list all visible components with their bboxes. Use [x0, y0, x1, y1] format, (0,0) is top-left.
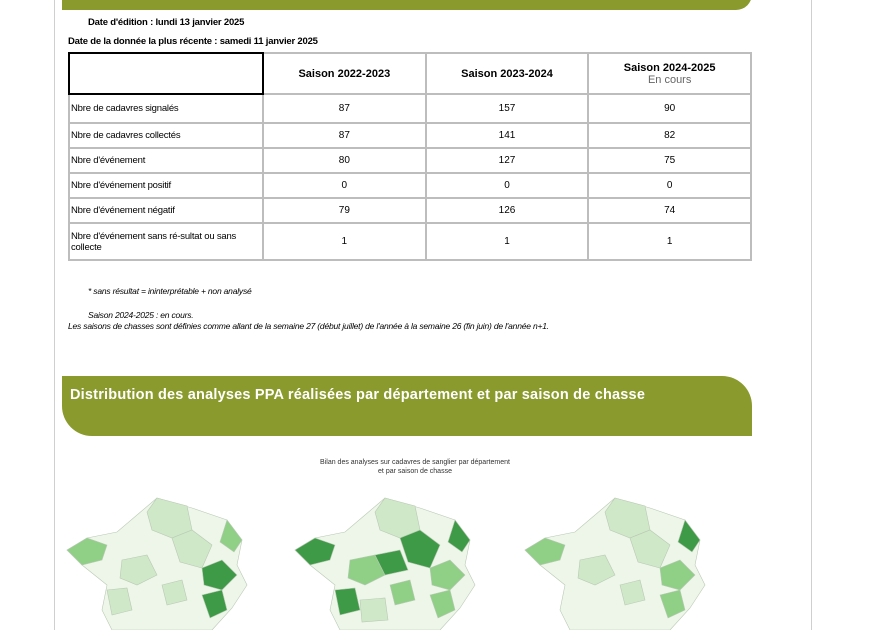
table-row — [69, 94, 751, 123]
figure-caption-line-2: et par saison de chasse — [378, 468, 452, 475]
row-label: Nbre d'événement sans ré-sultat ou sans collecte — [69, 223, 263, 260]
row-label: Nbre d'événement négatif — [69, 198, 263, 223]
season-note: Saison 2024-2025 : en cours. — [88, 310, 194, 320]
edition-date: Date d'édition : lundi 13 janvier 2025 — [88, 17, 245, 28]
latest-data-date: Date de la donnée la plus récente : samedi 11 janvier 2025 — [68, 36, 318, 47]
figure-caption-line-1: Bilan des analyses sur cadavres de sanglier par département — [320, 459, 510, 466]
statistics-table — [68, 52, 752, 261]
footnote: * sans résultat = ininterprétable + non analysé — [88, 286, 252, 296]
table-cell: 82 — [588, 123, 751, 148]
header-season-1: Saison 2022-2023 — [263, 53, 426, 94]
figure-caption — [200, 458, 630, 476]
table-cell: 74 — [588, 198, 751, 223]
map-season-2024-2025 — [520, 490, 720, 630]
table-cell: 1 — [263, 223, 426, 260]
header-season-3: Saison 2024-2025 En cours — [588, 53, 751, 94]
top-banner — [62, 0, 752, 10]
table-row — [69, 198, 751, 223]
table-cell: 157 — [426, 94, 589, 123]
table-cell: 87 — [263, 94, 426, 123]
row-label: Nbre d'événement — [69, 148, 263, 173]
map-season-2022-2023 — [62, 490, 262, 630]
france-map-graphic — [62, 490, 262, 630]
table-cell: 79 — [263, 198, 426, 223]
france-map-graphic — [290, 490, 490, 630]
row-label: Nbre d'événement positif — [69, 173, 263, 198]
row-label: Nbre de cadavres signalés — [69, 94, 263, 123]
table-cell: 80 — [263, 148, 426, 173]
table-cell: 0 — [588, 173, 751, 198]
table-cell: 1 — [588, 223, 751, 260]
table-cell: 0 — [263, 173, 426, 198]
table-corner-cell — [69, 53, 263, 94]
table-cell: 75 — [588, 148, 751, 173]
table-row — [69, 148, 751, 173]
season-definition: Les saisons de chasses sont définies comme allant de la semaine 27 (début juillet) de l'année à la semaine 26 (fin juin) de l'année n+1. — [68, 321, 549, 331]
section-banner — [62, 376, 752, 436]
table-header-row — [69, 53, 751, 94]
table-cell: 1 — [426, 223, 589, 260]
table-cell: 0 — [426, 173, 589, 198]
table-row — [69, 223, 751, 260]
header-season-3-status: En cours — [647, 73, 692, 86]
table-cell: 87 — [263, 123, 426, 148]
table-row — [69, 123, 751, 148]
section-title: Distribution des analyses PPA réalisées par département et par saison de chasse — [70, 387, 646, 403]
table-cell: 141 — [426, 123, 589, 148]
map-season-2023-2024 — [290, 490, 490, 630]
header-season-2: Saison 2023-2024 — [426, 53, 589, 94]
table-cell: 127 — [426, 148, 589, 173]
table-cell: 126 — [426, 198, 589, 223]
table-cell: 90 — [588, 94, 751, 123]
france-map-graphic — [520, 490, 720, 630]
row-label: Nbre de cadavres collectés — [69, 123, 263, 148]
table-row — [69, 173, 751, 198]
